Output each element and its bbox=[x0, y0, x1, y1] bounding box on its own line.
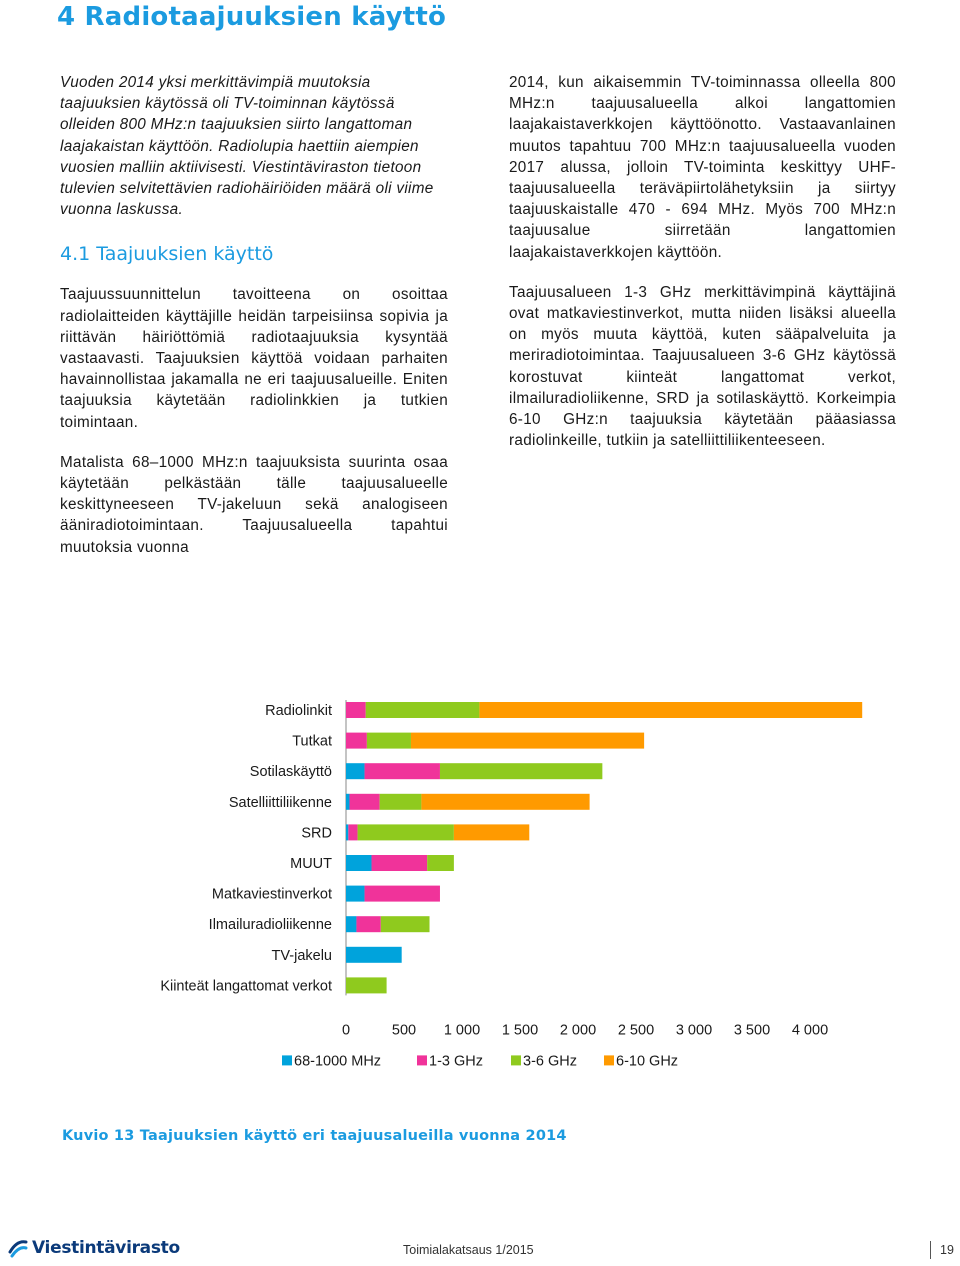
x-tick-label: 4 000 bbox=[791, 1022, 829, 1039]
bar-radiolinkit-1-3-ghz bbox=[346, 702, 366, 718]
bar-satelliittiliikenne-68-1000-mhz bbox=[346, 794, 349, 810]
body-paragraph: Taajuusalueen 1-3 GHz merkittävimpinä käyttäjinä ovat matkaviestinverkot, mutta niiden lisäksi alueella on myös muuta käyttöä, kuten sääpalveluita ja meriradiotoimintaa. Taajuusalueen 3-6 GHz käytössä korostuvat kiinteät langattomat verkot, ilmailuradioliikenne, SRD ja sotilaskäyttö. Korkeimpia 6-10 GHz:n taajuuksia käytetään pääasiassa radiolinkeille, tutkiin ja satelliittiliikenteeseen. bbox=[509, 283, 896, 450]
category-label-ilmailuradioliikenne: Ilmailuradioliikenne bbox=[208, 917, 332, 934]
frequency-usage-chart bbox=[0, 680, 960, 1080]
legend-swatch-3-6-ghz bbox=[511, 1055, 521, 1065]
bar-ilmailuradioliikenne-68-1000-mhz bbox=[346, 916, 356, 932]
bar-srd-3-6-ghz bbox=[358, 824, 454, 840]
bar-ilmailuradioliikenne-3-6-ghz bbox=[381, 916, 430, 932]
bar-tutkat-3-6-ghz bbox=[367, 733, 411, 749]
bar-matkaviestinverkot-1-3-ghz bbox=[365, 886, 440, 902]
page-title: 4 Radiotaajuuksien käyttö bbox=[57, 2, 447, 32]
x-tick-label: 1 500 bbox=[501, 1022, 539, 1039]
bar-ilmailuradioliikenne-1-3-ghz bbox=[356, 916, 380, 932]
bar-radiolinkit-6-10-ghz bbox=[479, 702, 862, 718]
agency-logo bbox=[8, 1238, 180, 1258]
bar-matkaviestinverkot-68-1000-mhz bbox=[346, 886, 365, 902]
x-tick-label: 1 000 bbox=[443, 1022, 481, 1039]
bar-kiinteat-langattomat-verkot-3-6-ghz bbox=[346, 977, 387, 993]
bar-radiolinkit-3-6-ghz bbox=[366, 702, 480, 718]
section-heading: 4.1 Taajuuksien käyttö bbox=[60, 243, 274, 266]
bar-sotilaskaytto-3-6-ghz bbox=[440, 763, 602, 779]
legend-label-6-10-ghz: 6-10 GHz bbox=[616, 1053, 679, 1070]
bar-muut-3-6-ghz bbox=[427, 855, 454, 871]
legend-swatch-1-3-ghz bbox=[417, 1055, 427, 1065]
category-label-matkaviestinverkot: Matkaviestinverkot bbox=[211, 886, 332, 903]
legend-swatch-6-10-ghz bbox=[604, 1055, 614, 1065]
category-label-tv-jakelu: TV-jakelu bbox=[271, 947, 332, 964]
x-tick-label: 2 000 bbox=[559, 1022, 597, 1039]
bar-srd-68-1000-mhz bbox=[346, 824, 348, 840]
bar-muut-68-1000-mhz bbox=[346, 855, 372, 871]
category-label-srd: SRD bbox=[301, 825, 332, 842]
legend-swatch-68-1000-mhz bbox=[282, 1055, 292, 1065]
x-tick-label: 500 bbox=[391, 1022, 417, 1039]
footer-divider bbox=[930, 1241, 931, 1259]
page-number: 19 bbox=[940, 1243, 954, 1257]
legend-label-3-6-ghz: 3-6 GHz bbox=[523, 1053, 577, 1070]
bar-satelliittiliikenne-1-3-ghz bbox=[349, 794, 379, 810]
left-column bbox=[60, 72, 448, 558]
category-label-satelliittiliikenne: Satelliittiliikenne bbox=[228, 794, 332, 811]
bar-tv-jakelu-68-1000-mhz bbox=[346, 947, 402, 963]
category-label-sotilaskaytto: Sotilaskäyttö bbox=[249, 764, 332, 781]
category-label-tutkat: Tutkat bbox=[292, 733, 332, 750]
x-tick-label: 3 500 bbox=[733, 1022, 771, 1039]
bar-sotilaskaytto-1-3-ghz bbox=[365, 763, 440, 779]
x-tick-label: 3 000 bbox=[675, 1022, 713, 1039]
bar-satelliittiliikenne-6-10-ghz bbox=[421, 794, 589, 810]
body-paragraph: Matalista 68–1000 MHz:n taajuuksista suurinta osaa käytetään pelkästään tälle taajuusalueelle keskittyneeseen TV-jakeluun sekä analogiseen ääniradiotoimintaan. Taajuusalueella tapahtui muutoksia vuonna bbox=[60, 453, 448, 556]
category-label-muut: MUUT bbox=[290, 856, 332, 872]
bar-srd-1-3-ghz bbox=[348, 824, 357, 840]
x-tick-label: 2 500 bbox=[617, 1022, 655, 1039]
category-label-radiolinkit: Radiolinkit bbox=[265, 703, 332, 719]
body-paragraph: 2014, kun aikaisemmin TV-toiminnassa olleella 800 MHz:n taajuusalueella alkoi langattomien laajakaistaverkkojen käyttöönotto. Vastaavanlainen muutos tapahtuu 700 MHz:n taajuusalueella vuoden 2017 alussa, jolloin TV-toiminta keskittyy UHF-taajuusalueella teräväpiirtolähetyksiin ja siirtyy taajuuskaistalle 470 - 694 MHz. Myös 700 MHz:n taajuusalue siirretään langattomien laajakaistaverkkojen käyttöön. bbox=[509, 74, 896, 261]
publication-name: Toimialakatsaus 1/2015 bbox=[403, 1243, 534, 1257]
page-footer bbox=[0, 1230, 960, 1266]
bar-tutkat-6-10-ghz bbox=[411, 733, 644, 749]
bar-muut-1-3-ghz bbox=[372, 855, 428, 871]
legend-label-1-3-ghz: 1-3 GHz bbox=[429, 1053, 483, 1070]
bar-srd-6-10-ghz bbox=[454, 824, 529, 840]
bar-tutkat-1-3-ghz bbox=[346, 733, 367, 749]
category-label-kiinteat-langattomat-verkot: Kiinteät langattomat verkot bbox=[160, 978, 332, 995]
bar-sotilaskaytto-68-1000-mhz bbox=[346, 763, 365, 779]
x-tick-label: 0 bbox=[341, 1022, 351, 1039]
figure-caption: Kuvio 13 Taajuuksien käyttö eri taajuusalueilla vuonna 2014 bbox=[62, 1128, 567, 1144]
bar-satelliittiliikenne-3-6-ghz bbox=[380, 794, 422, 810]
agency-logo-icon bbox=[8, 1238, 28, 1258]
right-column bbox=[509, 72, 896, 451]
body-paragraph: Taajuussuunnittelun tavoitteena on osoittaa radiolaitteiden käyttäjille heidän tarpeisiinsa sopivia ja riittävän häiriöttömiä radiotaajuuksia kysyntää vastaavasti. Taajuuksien käyttöä voidaan parhaiten havainnollistaa jakamalla ne eri taajuusalueille. Eniten taajuuksia käytetään radiolinkkien ja tutkien toimintaan. bbox=[60, 286, 448, 431]
legend-label-68-1000-mhz: 68-1000 MHz bbox=[294, 1053, 382, 1070]
lead-paragraph: Vuoden 2014 yksi merkittävimpiä muutoksia taajuuksien käytössä oli TV-toiminnan käytössä olleiden 800 MHz:n taajuuksien siirto langattoman laajakaistan käyttöön. Radiolupia haettiin aiempien vuosien malliin aktiivisesti. Viestintäviraston tietoon tulevien selvitettävien radiohäiriöiden määrä oli viime vuonna laskussa. bbox=[60, 74, 434, 219]
agency-logo-text: Viestintävirasto bbox=[32, 1238, 180, 1258]
